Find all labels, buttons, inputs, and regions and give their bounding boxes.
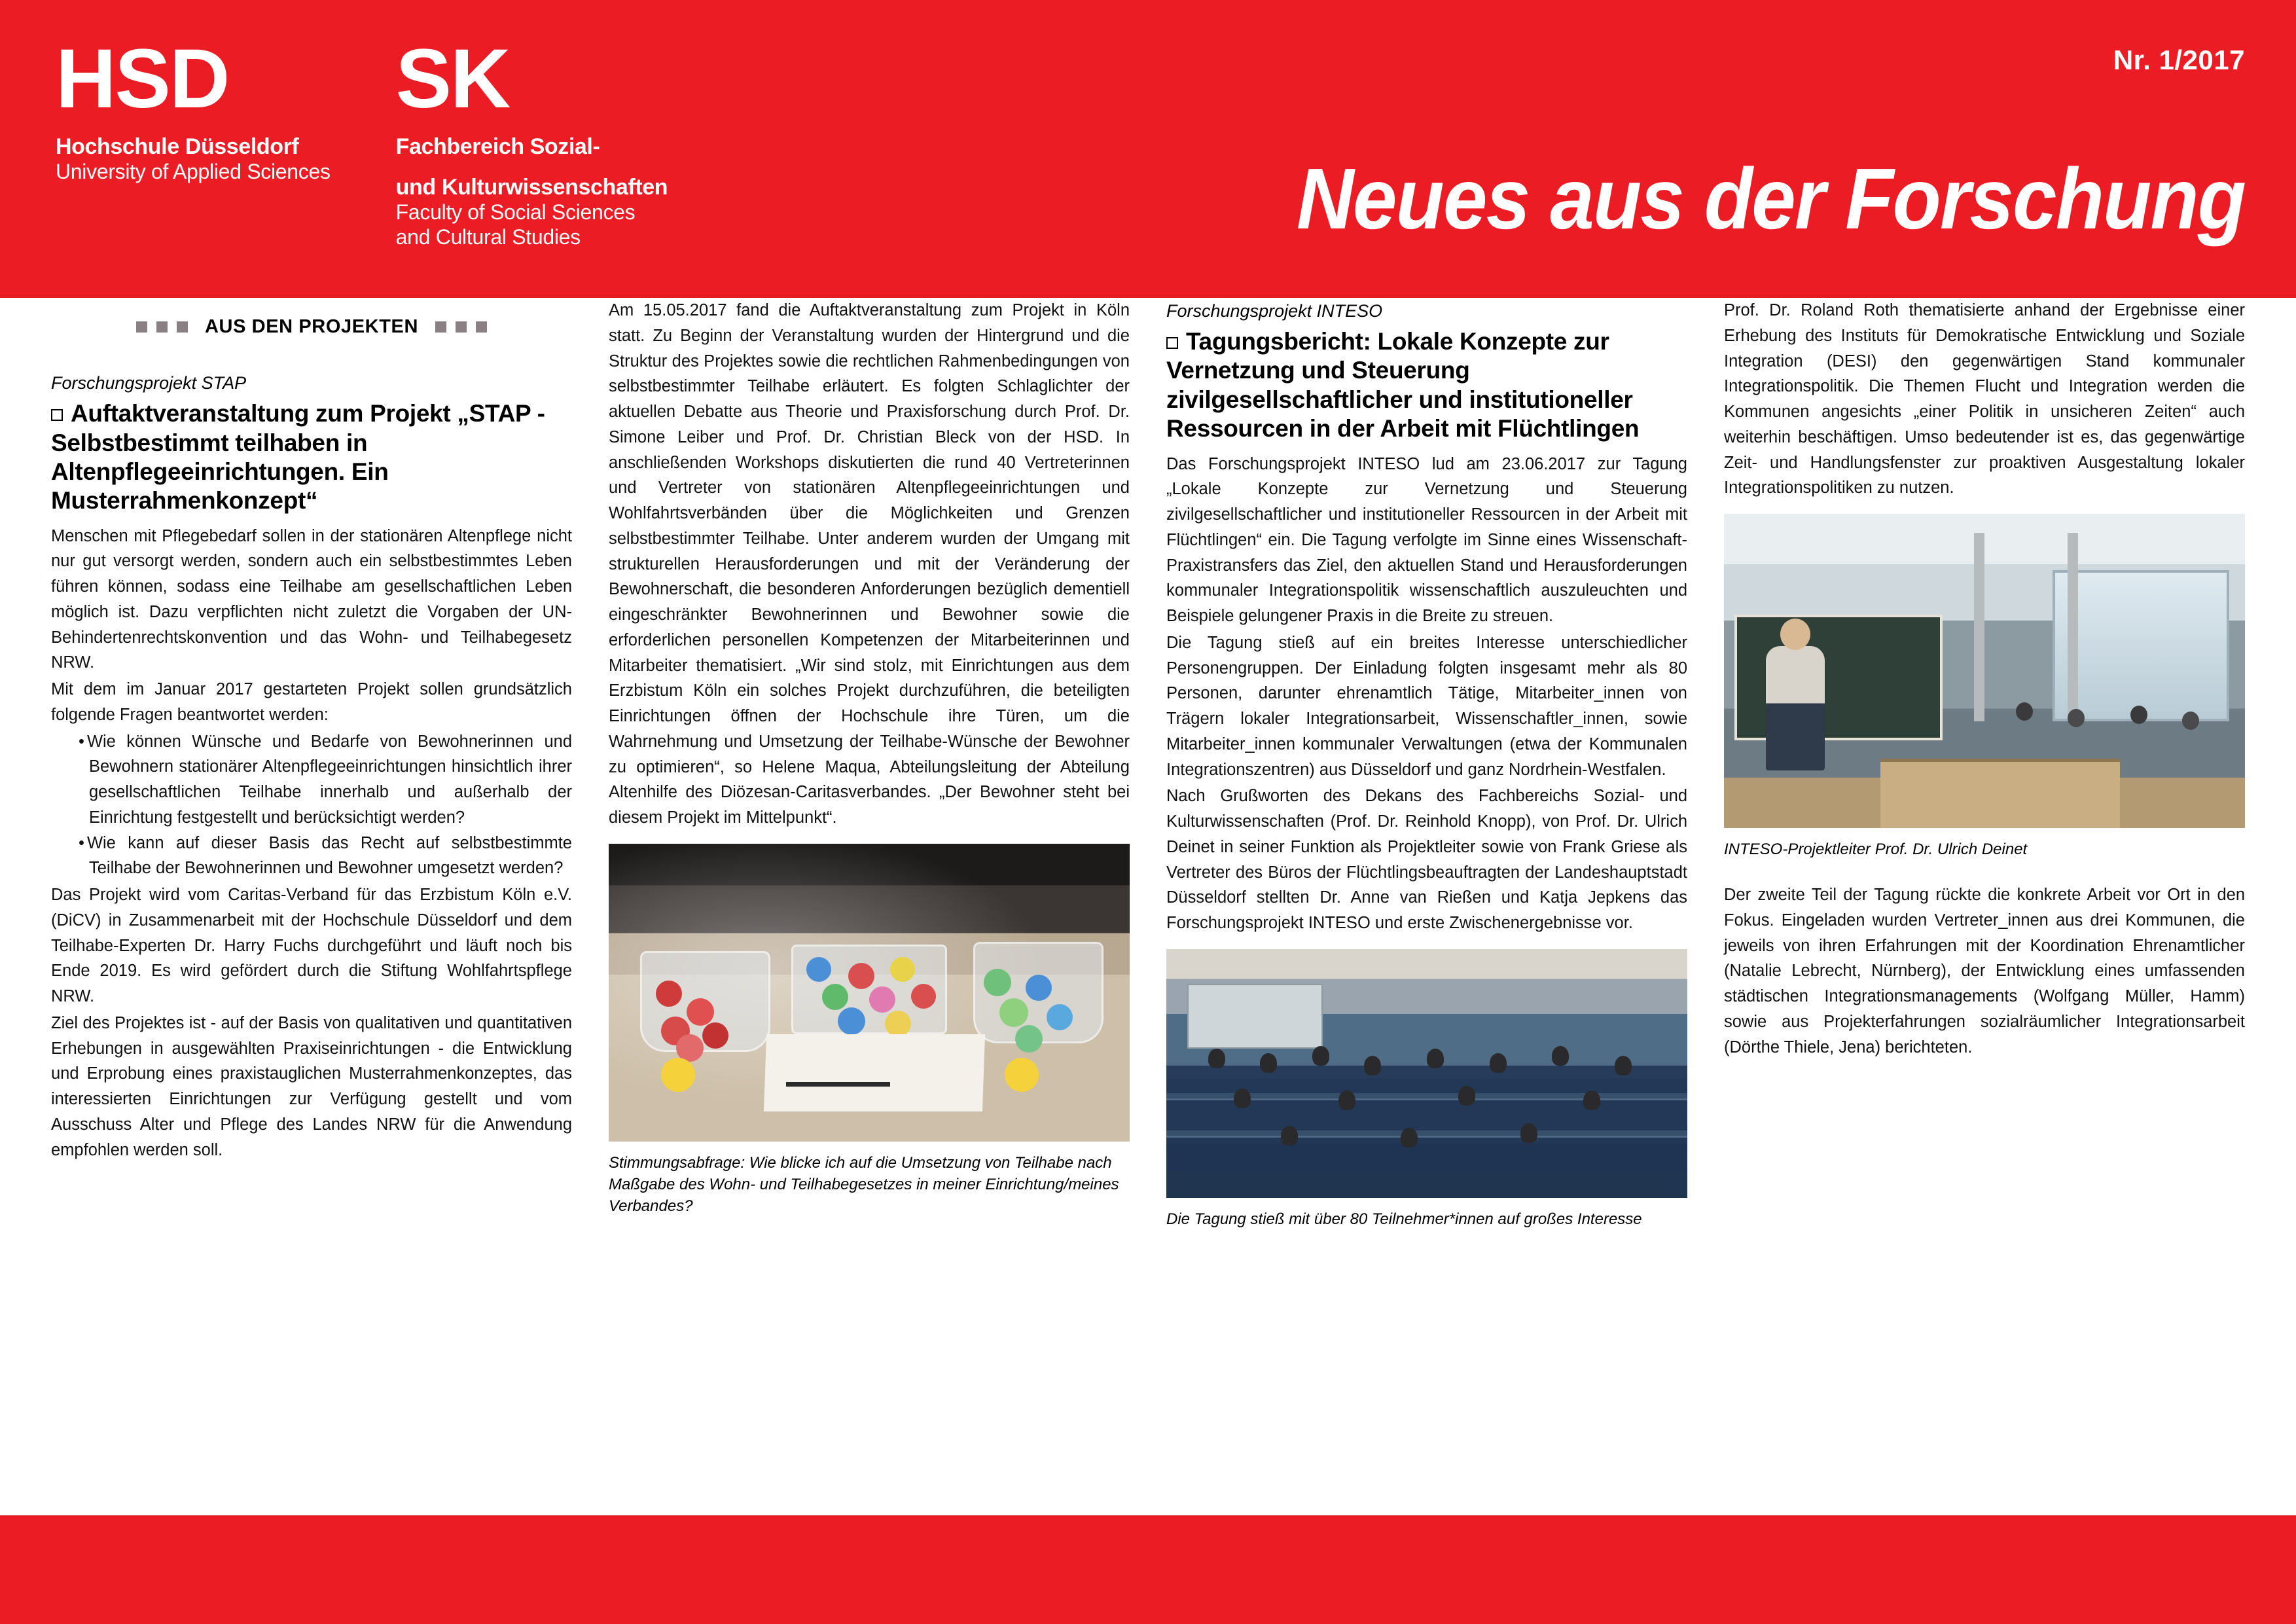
attendee xyxy=(1401,1128,1418,1147)
inteso-paragraph-4: Prof. Dr. Roland Roth thematisierte anhand der Ergebnisse einer Erhebung des Instituts für Demokratische Entwicklung und Soziale Integration (DESI) den gegenwärtigen Stand kommunaler Integrationspolitik. Die Themen Flucht und Integration werden die Kommunen angesichts „einer Politik in unsicheren Zeiten“ auch weiterhin beschäftigen. Umso bedeutender ist es, das gegenwärtige Zeit- und Handlungsfenster zur proaktiven Ausgestaltung lokaler Integrationspolitiken zu nutzen. xyxy=(1724,301,2245,497)
happy-face-icon xyxy=(1005,1058,1039,1092)
attendee xyxy=(2130,706,2147,724)
attendee xyxy=(1583,1091,1600,1110)
survey-sheet xyxy=(764,1034,985,1111)
attendee xyxy=(1234,1089,1251,1108)
attendee xyxy=(2016,702,2033,721)
attendee xyxy=(1260,1053,1277,1073)
mood-survey-photo xyxy=(609,844,1130,1142)
arrow-icon xyxy=(786,1082,890,1087)
sk-name-en-2: and Cultural Studies xyxy=(395,225,581,249)
decorative-square-icon xyxy=(136,321,147,333)
list-item: • Wie kann auf dieser Basis das Recht auf selbstbestimmte Teilhabe der Bewohnerinnen und Bewohner umgesetzt werden? xyxy=(79,831,572,882)
inteso-headline xyxy=(1166,327,1687,444)
ball xyxy=(1015,1025,1043,1053)
inteso-kicker: Forschungsprojekt INTESO xyxy=(1166,301,1383,321)
column-1 xyxy=(51,298,572,1515)
stap-paragraph-4: Ziel des Projektes ist - auf der Basis von qualitativen und quantitativen Erhebungen in ausgewählten Praxiseinrichtungen - die Entwicklung und Erprobung eines praxistauglichen Musterrahmenkonzeptes, das interessierten Einrichtungen zur Verfügung gestellt und vom Ausschuss Alter und Pflege des Landes NRW für die Anwendung empfohlen werden soll. xyxy=(51,1013,572,1159)
decorative-square-icon xyxy=(156,321,168,333)
article-columns xyxy=(0,298,2296,1515)
projection-screen xyxy=(1187,984,1323,1049)
ball xyxy=(806,957,831,982)
ball xyxy=(656,981,682,1007)
attendee xyxy=(1364,1056,1381,1075)
attendee xyxy=(1520,1123,1537,1143)
ball xyxy=(702,1022,728,1049)
ball xyxy=(885,1011,911,1037)
attendee xyxy=(2068,709,2085,727)
column-2 xyxy=(609,298,1130,1515)
sad-face-icon xyxy=(661,1058,695,1092)
masthead xyxy=(0,0,2296,298)
sk-name-en-1: Faculty of Social Sciences xyxy=(395,200,636,224)
conference-audience-caption: Die Tagung stieß mit über 80 Teilnehmer*innen auf großes Interesse xyxy=(1166,1210,1642,1228)
inteso-paragraph-5: Der zweite Teil der Tagung rückte die konkrete Arbeit vor Ort in den Fokus. Eingeladen wurden Vertreter_innen aus drei Kommunen, die jeweils von ihren Erfahrungen mit der Koordination Ehrenamtlicher (Natalie Lebrecht, Nürnberg), der Entwicklung eines umfassenden städtischen Integrationsmanagements (Wolfgang Müller, Hamm) sowie aus Projekterfahrungen sozialräumlicher Integrationsarbeit (Dörthe Thiele, Jena) berichteten. xyxy=(1724,886,2245,1056)
ball xyxy=(848,963,874,989)
decorative-square-icon xyxy=(476,321,487,333)
decorative-square-icon xyxy=(456,321,467,333)
pillar xyxy=(2068,533,2078,715)
attendee xyxy=(1427,1049,1444,1068)
column-4 xyxy=(1724,298,2245,1515)
sk-wordmark: SK xyxy=(395,32,510,126)
attendee xyxy=(1312,1046,1329,1066)
square-bullet-icon xyxy=(1166,337,1178,349)
attendee xyxy=(1208,1049,1225,1068)
ball xyxy=(1026,975,1052,1001)
logo-block xyxy=(56,32,668,249)
hsd-name-de: Hochschule Düsseldorf xyxy=(56,134,299,159)
decorative-square-icon xyxy=(177,321,188,333)
project-leader-speaker-photo xyxy=(1724,514,2245,828)
ball xyxy=(1047,1004,1073,1030)
stap-question-list xyxy=(51,729,572,882)
hsd-name-en: University of Applied Sciences xyxy=(56,159,331,183)
attendee xyxy=(1338,1091,1355,1110)
attendee xyxy=(1552,1046,1569,1066)
attendee xyxy=(1615,1056,1632,1075)
window xyxy=(2053,570,2230,721)
ball xyxy=(838,1007,865,1035)
attendee xyxy=(1281,1126,1298,1146)
column-3 xyxy=(1166,298,1687,1515)
inteso-headline-text: Tagungsbericht: Lokale Konzepte zur Vernetzung und Steuerung zivilgesellschaftlicher und institutioneller Ressourcen in der Arbeit mit Flüchtlingen xyxy=(1166,328,1640,442)
stap-paragraph-2: Mit dem im Januar 2017 gestarteten Projekt sollen grundsätzlich folgende Fragen beantwortet werden: xyxy=(51,680,572,724)
attendee xyxy=(1490,1053,1507,1073)
square-bullet-icon xyxy=(51,409,63,421)
stap-paragraph-1: Menschen mit Pflegebedarf sollen in der stationären Altenpflege nicht nur gut versorgt werden, sondern auch ein selbstbestimmtes Leben führen können, sodass eine Teilhabe am gesellschaftlichen Leben möglich ist. Dazu verpflichten nicht zuletzt die Vorgaben der UN-Behindertenrechtskonvention und das Wohn- und Teilhabegesetz NRW. xyxy=(51,526,572,672)
footer-bar xyxy=(0,1515,2296,1624)
ball xyxy=(911,984,936,1009)
ball xyxy=(984,969,1011,996)
project-leader-caption: INTESO-Projektleiter Prof. Dr. Ulrich Deinet xyxy=(1724,840,2028,858)
list-item: • Wie können Wünsche und Bedarfe von Bewohnerinnen und Bewohnern stationärer Altenpflegeeinrichtungen hinsichtlich ihrer gesellschaftlichen Teilhabe innerhalb und außerhalb der Einrichtung festgestellt und berücksichtigt werden? xyxy=(79,729,572,831)
inteso-paragraph-1: Das Forschungsprojekt INTESO lud am 23.06.2017 zur Tagung „Lokale Konzepte zur Vernetzung und Steuerung zivilgesellschaftlicher und institutioneller Ressourcen in der Arbeit mit Flüchtlingen“ ein. Die Tagung verfolgte im Sinne eines Wissenschaft-Praxistransfers das Ziel, den aktuellen Stand und Herausforderungen kommunaler Integrationspolitik wissenschaftlich auszuleuchten und Beispiele gelungener Praxis in die Breite zu streuen. xyxy=(1166,454,1687,626)
seat-row xyxy=(1166,1136,1687,1170)
conference-audience-photo xyxy=(1166,949,1687,1198)
sk-name-de-1: Fachbereich Sozial- xyxy=(395,134,600,159)
stap-paragraph-5: Am 15.05.2017 fand die Auftaktveranstaltung zum Projekt in Köln statt. Zu Beginn der Veranstaltung wurden der Hintergrund und die Struktur des Projektes sowie die rechtlichen Rahmenbedingungen von selbstbestimmter Teilhabe erläutert. Es folgten Schlaglichter der aktuellen Debatte aus Theorie und Praxisforschung durch Prof. Dr. Simone Leiber und Prof. Dr. Christian Bleck von der HSD. In anschließenden Workshops diskutierten die rund 40 Vertreterinnen und Vertreter von stationären Altenpflegeeinrichtungen und Wohlfahrtsverbänden über die Möglichkeiten und Grenzen selbstbestimmter Teilhabe. Unter anderem wurden der Umgang mit strukturellen Herausforderungen und mit der Veränderung der Bewohnerschaft, die besonderen Anforderungen bezüglich dementiell eingeschränkter Bewohnerinnen und Bewohner sowie die erforderlichen personellen Kompetenzen der Mitarbeiterinnen und Mitarbeiter thematisiert. „Wir sind stolz, mit Einrichtungen aus dem Erzbistum Köln ein solches Projekt durchzuführen, die beteiligten Einrichtungen öffnen der Hochschule ihre Türen, um die Wahrnehmung und Umsetzung der Teilhabe-Wünsche der Bewohner zu optimieren“, so Helene Maqua, Abteilungsleitung der Abteilung Altenhilfe des Diözesan-Caritasverbandes. „Der Bewohner steht bei diesem Projekt im Mittelpunkt“. xyxy=(609,301,1130,827)
attendee xyxy=(1458,1086,1475,1106)
ball xyxy=(869,986,895,1013)
issue-number: Nr. 1/2017 xyxy=(2113,45,2245,75)
pillar xyxy=(1974,533,1984,721)
stap-headline-text: Auftaktveranstaltung zum Projekt „STAP - Selbstbestimmt teilhaben in Altenpflegeeinrichtungen. Ein Musterrahmenkonzept“ xyxy=(51,400,545,514)
inteso-paragraph-2: Die Tagung stieß auf ein breites Interesse unterschiedlicher Personengruppen. Der Einladung folgten insgesamt mehr als 80 Personen, darunter ehrenamtlich Tätige, Mitarbeiter_innen von Trägern lokaler Integrationsarbeit, Wissenschaftler_innen, sowie Mitarbeiter_innen kommunaler Verwaltungen (etwa der Kommunalen Integrationszentren) aus Düsseldorf und ganz Nordrhein-Westfalen. xyxy=(1166,633,1687,779)
stap-headline xyxy=(51,399,572,516)
speaker-person xyxy=(1766,646,1825,770)
inteso-paragraph-3: Nach Grußworten des Dekans des Fachbereichs Sozial- und Kulturwissenschaften (Prof. Dr. Reinhold Knopp), von Prof. Dr. Ulrich Deinet in seiner Funktion als Projektleiter sowie von Frank Griese als Vertreter des Büros der Flüchtlingsbeauftragten der Landeshauptstadt Düsseldorf stellten Dr. Anne van Rießen und Katja Jepkens das Forschungsprojekt INTESO und erste Zwischenergebnisse vor. xyxy=(1166,787,1687,933)
mood-survey-caption: Stimmungsabfrage: Wie blicke ich auf die Umsetzung von Teilhabe nach Maßgabe des Wohn- und Teilhabegesetzes in meiner Einrichtung/meines Verbandes? xyxy=(609,1153,1119,1215)
section-label xyxy=(51,312,572,341)
section-label-text: AUS DEN PROJEKTEN xyxy=(204,316,419,337)
sk-name-de-2: und Kulturwissenschaften xyxy=(395,174,668,200)
hsd-wordmark: HSD xyxy=(56,32,229,126)
stap-paragraph-3: Das Projekt wird vom Caritas-Verband für das Erzbistum Köln e.V. (DiCV) in Zusammenarbeit mit der Hochschule Düsseldorf und dem Teilhabe-Experten Dr. Harry Fuchs durchgeführt und läuft noch bis Ende 2019. Es wird gefördert durch die Stiftung Wohlfahrtspflege NRW. xyxy=(51,886,572,1006)
ball xyxy=(822,984,848,1010)
decorative-square-icon xyxy=(435,321,446,333)
sk-logo xyxy=(395,32,668,249)
attendee xyxy=(2182,712,2199,730)
desk xyxy=(1880,759,2120,828)
stap-kicker: Forschungsprojekt STAP xyxy=(51,373,247,393)
page-title: Neues aus der Forschung xyxy=(1296,151,2245,247)
ball xyxy=(890,957,915,982)
hsd-logo xyxy=(56,32,331,249)
